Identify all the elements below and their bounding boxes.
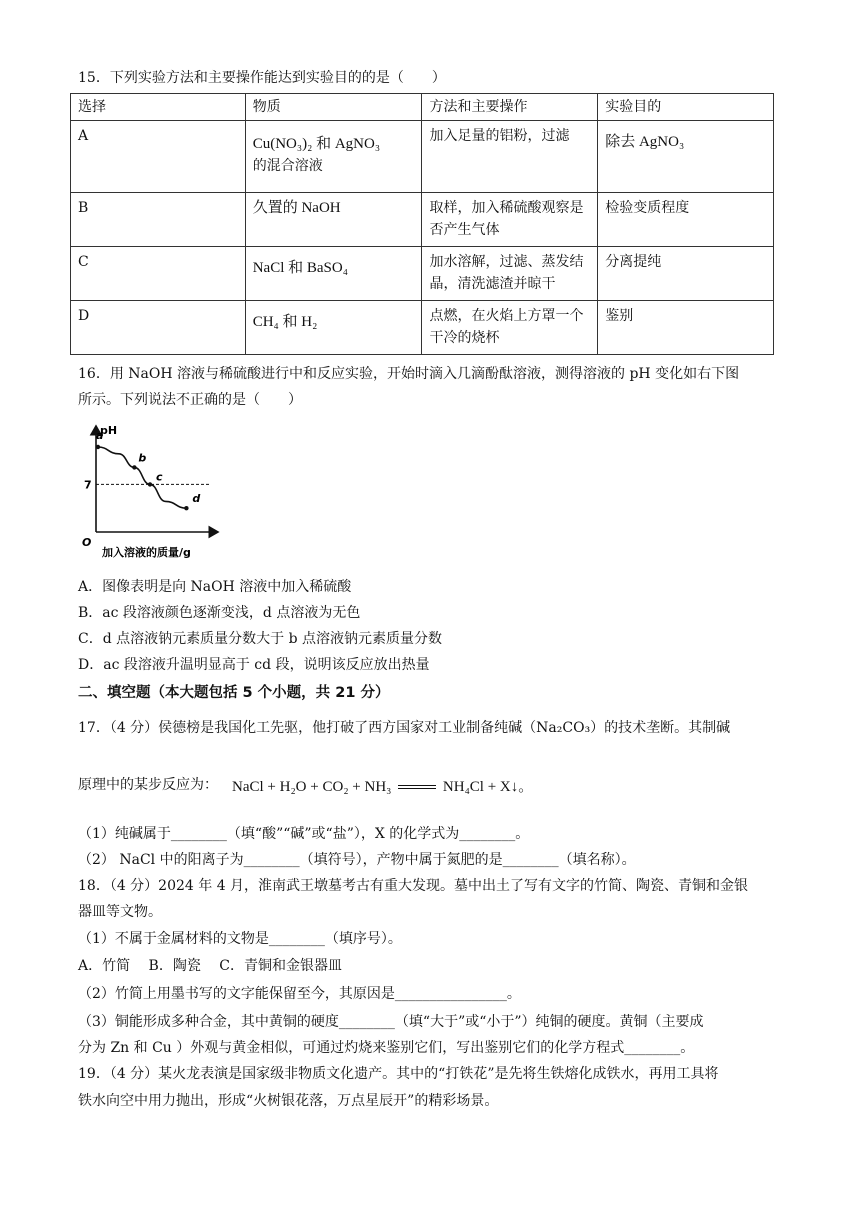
q15-header-substance: 物质: [245, 94, 422, 121]
point-d: [184, 506, 188, 510]
q16-option-c: C．d 点溶液钠元素质量分数大于 b 点溶液钠元素质量分数: [78, 631, 442, 647]
q18-sub3-line2: 分为 Zn 和 Cu ）外观与黄金相似，可通过灼烧来鉴别它们，写出鉴别它们的化学方程式________。: [78, 1040, 695, 1056]
q15-row-a-substance-line2: 的混合溶液: [252, 158, 323, 174]
q15-row-d-method: 点燃，在火焰上方罩一个干冷的烧杯: [422, 301, 598, 355]
q15-row-c-method: 加水溶解，过滤、蒸发结晶，清洗滤渣并晾干: [422, 247, 598, 301]
q17-equation-left: NaCl + H₂O + CO₂ + NH₃: [232, 779, 392, 795]
q15-row-d-option: D: [71, 301, 246, 355]
q19-line1: 19．（4 分）某火龙表演是国家级非物质文化遗产。其中的“打铁花”是先将生铁熔化成铁水，再用工具将: [78, 1066, 719, 1082]
q15-stem: 15．下列实验方法和主要操作能达到实验目的的是（ ）: [78, 70, 446, 86]
section2-heading: 二、填空题（本大题包括 5 个小题，共 21 分）: [78, 685, 390, 701]
q18-line2: 器皿等文物。: [78, 904, 162, 920]
equals-sign-icon: [398, 783, 436, 791]
q19-line2: 铁水向空中用力抛出，形成“火树银花落，万点星辰开”的精彩场景。: [78, 1093, 499, 1109]
q17-sub2: （2） NaCl 中的阳离子为________（填符号），产物中属于氮肥的是________（填名称）。: [78, 852, 636, 868]
q18-sub3-line1: （3）铜能形成多种合金，其中黄铜的硬度________（填“大于”或“小于”）纯铜的硬度。黄铜（主要成: [78, 1014, 704, 1030]
table-row: [71, 193, 774, 247]
point-c: [148, 482, 152, 486]
y-axis-label: pH: [100, 424, 118, 437]
table-row: [71, 121, 774, 193]
q15-row-c-option: C: [71, 247, 246, 301]
q16-option-d: D．ac 段溶液升温明显高于 cd 段，说明该反应放出热量: [78, 657, 430, 673]
q15-row-c-purpose: 分离提纯: [598, 247, 774, 301]
q15-row-a-substance: [245, 121, 422, 193]
q15-row-b-method: 取样，加入稀硫酸观察是否产生气体: [422, 193, 598, 247]
ph-7-tick-label: 7: [84, 478, 92, 492]
point-b: [132, 465, 136, 469]
q18-choices: A．竹简 B．陶瓷 C．青铜和金银器皿: [78, 958, 343, 974]
q16-option-a: A．图像表明是向 NaOH 溶液中加入稀硫酸: [78, 579, 352, 595]
q17-equation-right: NH₄Cl + X↓。: [442, 779, 534, 795]
q15-row-d-substance: CH₄ 和 H₂: [245, 301, 422, 355]
point-label-b: b: [138, 451, 147, 465]
q17-line2-prefix: 原理中的某步反应为：: [78, 777, 218, 793]
q15-header-row: [71, 94, 774, 121]
point-label-d: d: [192, 492, 201, 506]
q17-equation: [232, 775, 533, 796]
origin-label: O: [82, 536, 92, 549]
q16-option-b: B．ac 段溶液颜色逐渐变浅，d 点溶液为无色: [78, 605, 361, 621]
table-row: [71, 301, 774, 355]
q15-row-d-purpose: 鉴别: [598, 301, 774, 355]
q16-stem-line1: 16．用 NaOH 溶液与稀硫酸进行中和反应实验，开始时滴入几滴酚酞溶液，测得溶液的 pH 变化如右下图: [78, 366, 740, 382]
q15-header-method: 方法和主要操作: [422, 94, 598, 121]
q15-row-a-method: 加入足量的铝粉，过滤: [422, 121, 598, 193]
q17-sub1: （1）纯碱属于________（填“酸”“碱”或“盐”），X 的化学式为________。: [78, 826, 530, 842]
q18-line1: 18．（4 分）2024 年 4 月，淮南武王墩墓考古有重大发现。墓中出土了写有文字的竹简、陶瓷、青铜和金银: [78, 878, 749, 894]
point-label-a: a: [96, 429, 104, 442]
q15-header-purpose: 实验目的: [598, 94, 774, 121]
table-row: [71, 247, 774, 301]
q16-stem-line2: 所示。下列说法不正确的是（ ）: [78, 392, 302, 408]
q15-row-a-purpose: 除去 AgNO₃: [598, 121, 774, 193]
q15-row-b-option: B: [71, 193, 246, 247]
q17-line1: 17．（4 分）侯德榜是我国化工先驱，他打破了西方国家对工业制备纯碱（Na₂CO₃）的技术垄断。其制碱: [78, 720, 731, 736]
q15-row-a-option: A: [71, 121, 246, 193]
q18-sub2: （2）竹简上用墨书写的文字能保留至今，其原因是________________。: [78, 986, 521, 1002]
q15-row-c-substance: NaCl 和 BaSO₄: [245, 247, 422, 301]
q15-table: [70, 93, 774, 355]
x-axis-label: 加入溶液的质量/g: [102, 546, 191, 559]
ph-chart: [78, 420, 248, 560]
q18-sub1: （1）不属于金属材料的文物是________（填序号）。: [78, 931, 402, 947]
q15-row-b-substance: 久置的 NaOH: [245, 193, 422, 247]
point-a: [96, 445, 100, 449]
q15-header-option: 选择: [71, 94, 246, 121]
q15-row-b-purpose: 检验变质程度: [598, 193, 774, 247]
point-label-c: c: [156, 470, 163, 484]
q15-row-a-substance-line1: Cu(NO₃)₂ 和 AgNO₃: [252, 136, 381, 152]
